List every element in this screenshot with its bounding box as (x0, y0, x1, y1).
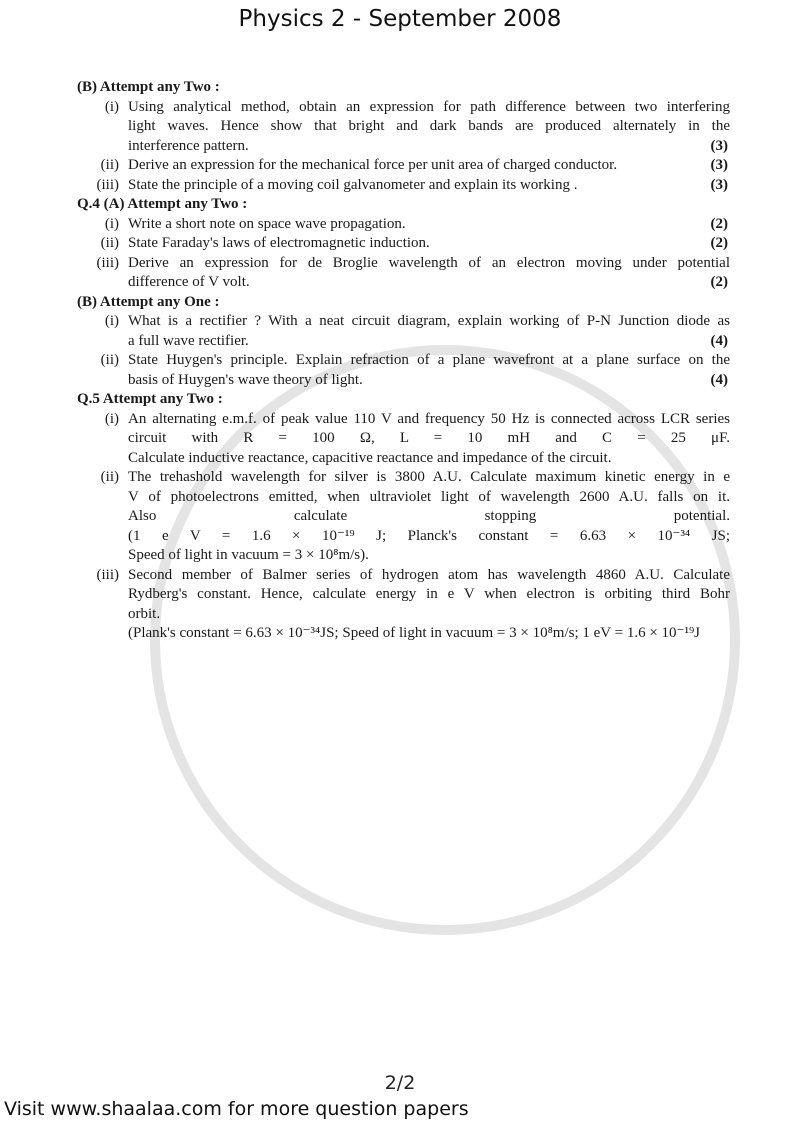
question-text (128, 254, 730, 293)
question-item (77, 254, 730, 293)
question-text-line: interference pattern. (128, 137, 249, 154)
question-last-line (128, 371, 730, 391)
question-text-line: orbit. (128, 605, 161, 622)
question-number: (iii) (96, 254, 119, 271)
question-text-line: Rydberg's constant. Hence, calculate energy in e V when electron is orbiting third Bohr (128, 586, 730, 602)
question-text (128, 468, 730, 566)
question-marks: (2) (710, 215, 728, 232)
question-text (128, 234, 730, 254)
question-text-line: Second member of Balmer series of hydrogen atom has wavelength 4860 A.U. Calculate (128, 566, 730, 583)
question-text (128, 566, 730, 644)
question-marks: (4) (710, 332, 728, 349)
question-marks: (3) (710, 176, 728, 193)
question-marks: (3) (710, 157, 728, 173)
question-item (77, 410, 730, 469)
question-content (77, 78, 730, 644)
question-marks: (2) (710, 274, 728, 290)
question-text (128, 351, 730, 390)
question-last-line (128, 156, 730, 176)
question-text (128, 98, 730, 157)
question-text-line: Derive an expression for the mechanical force per unit area of charged conductor. (128, 157, 618, 173)
question-text-line: Write a short note on space wave propagation. (128, 215, 406, 232)
question-number: (ii) (100, 235, 119, 251)
section-heading: Q.4 (A) Attempt any Two : (77, 196, 248, 212)
question-text-line: Also calculate stopping potential. (128, 508, 730, 524)
question-text-line: Calculate inductive reactance, capacitive reactance and impedance of the circuit. (128, 449, 612, 466)
question-last-line (128, 176, 730, 196)
question-number: (ii) (100, 157, 119, 173)
question-last-line (128, 215, 730, 235)
question-item (77, 468, 730, 566)
question-number: (iii) (96, 176, 119, 193)
question-text-line: Speed of light in vacuum = 3 × 10⁸m/s). (128, 547, 369, 563)
question-text (128, 312, 730, 351)
question-text-line: a full wave rectifier. (128, 332, 249, 349)
question-text-line: What is a rectifier ? With a neat circuit diagram, explain working of P-N Junction diode as (128, 313, 730, 329)
question-text-line: V of photoelectrons emitted, when ultraviolet light of wavelength 2600 A.U. falls on it. (128, 488, 730, 505)
question-text-line: An alternating e.m.f. of peak value 110 V and frequency 50 Hz is connected across LCR series (128, 410, 730, 427)
question-text-line: State Huygen's principle. Explain refraction of a plane wavefront at a plane surface on the (128, 352, 730, 368)
question-text-line: light waves. Hence show that bright and dark bands are produced alternately in the (128, 118, 730, 134)
section-heading: (B) Attempt any One : (77, 293, 220, 310)
question-text-line: (1 e V = 1.6 × 10⁻¹⁹ J; Planck's constant = 6.63 × 10⁻³⁴ JS; (128, 527, 730, 544)
page-number: 2/2 (384, 1072, 416, 1094)
question-text-line: basis of Huygen's wave theory of light. (128, 371, 363, 388)
question-text (128, 215, 730, 235)
question-last-line (128, 624, 730, 644)
question-last-line (128, 449, 730, 469)
page-title: Physics 2 - September 2008 (238, 6, 562, 32)
question-number: (i) (104, 410, 119, 427)
question-item (77, 312, 730, 351)
question-text-line: State Faraday's laws of electromagnetic induction. (128, 235, 430, 251)
section-heading: (B) Attempt any Two : (77, 79, 220, 95)
question-text-line: The trehashold wavelength for silver is 3800 A.U. Calculate maximum kinetic energy in e (128, 469, 730, 485)
question-number: (i) (104, 215, 119, 232)
question-marks: (4) (710, 371, 728, 388)
question-number: (ii) (100, 469, 119, 485)
question-number: (i) (104, 98, 119, 115)
question-last-line (128, 332, 730, 352)
footer-link[interactable]: Visit www.shaalaa.com for more question papers (4, 1098, 469, 1120)
question-text (128, 176, 730, 196)
question-text-line: difference of V volt. (128, 274, 250, 290)
question-number: (i) (104, 313, 119, 329)
question-last-line (128, 273, 730, 293)
question-text-line: (Plank's constant = 6.63 × 10⁻³⁴JS; Speed of light in vacuum = 3 × 10⁸m/s; 1 eV = 1.6 × 10⁻¹⁹J (128, 625, 701, 641)
section-heading: Q.5 Attempt any Two : (77, 391, 223, 407)
question-number: (iii) (96, 566, 119, 583)
question-text-line: circuit with R = 100 Ω, L = 10 mH and C = 25 μF. (128, 430, 730, 446)
question-item (77, 176, 730, 196)
question-number: (ii) (100, 352, 119, 368)
question-item (77, 351, 730, 390)
question-marks: (2) (710, 235, 728, 251)
question-marks: (3) (710, 137, 728, 154)
question-text-line: State the principle of a moving coil galvanometer and explain its working . (128, 176, 578, 193)
question-text (128, 156, 730, 176)
question-text (128, 410, 730, 469)
question-item (77, 234, 730, 254)
question-last-line (128, 546, 730, 566)
question-item (77, 156, 730, 176)
question-last-line (128, 137, 730, 157)
question-item (77, 215, 730, 235)
question-last-line (128, 234, 730, 254)
question-item (77, 98, 730, 157)
question-item (77, 566, 730, 644)
question-text-line: Derive an expression for de Broglie wavelength of an electron moving under potential (128, 254, 730, 271)
question-text-line: Using analytical method, obtain an expression for path difference between two interfering (128, 98, 730, 115)
